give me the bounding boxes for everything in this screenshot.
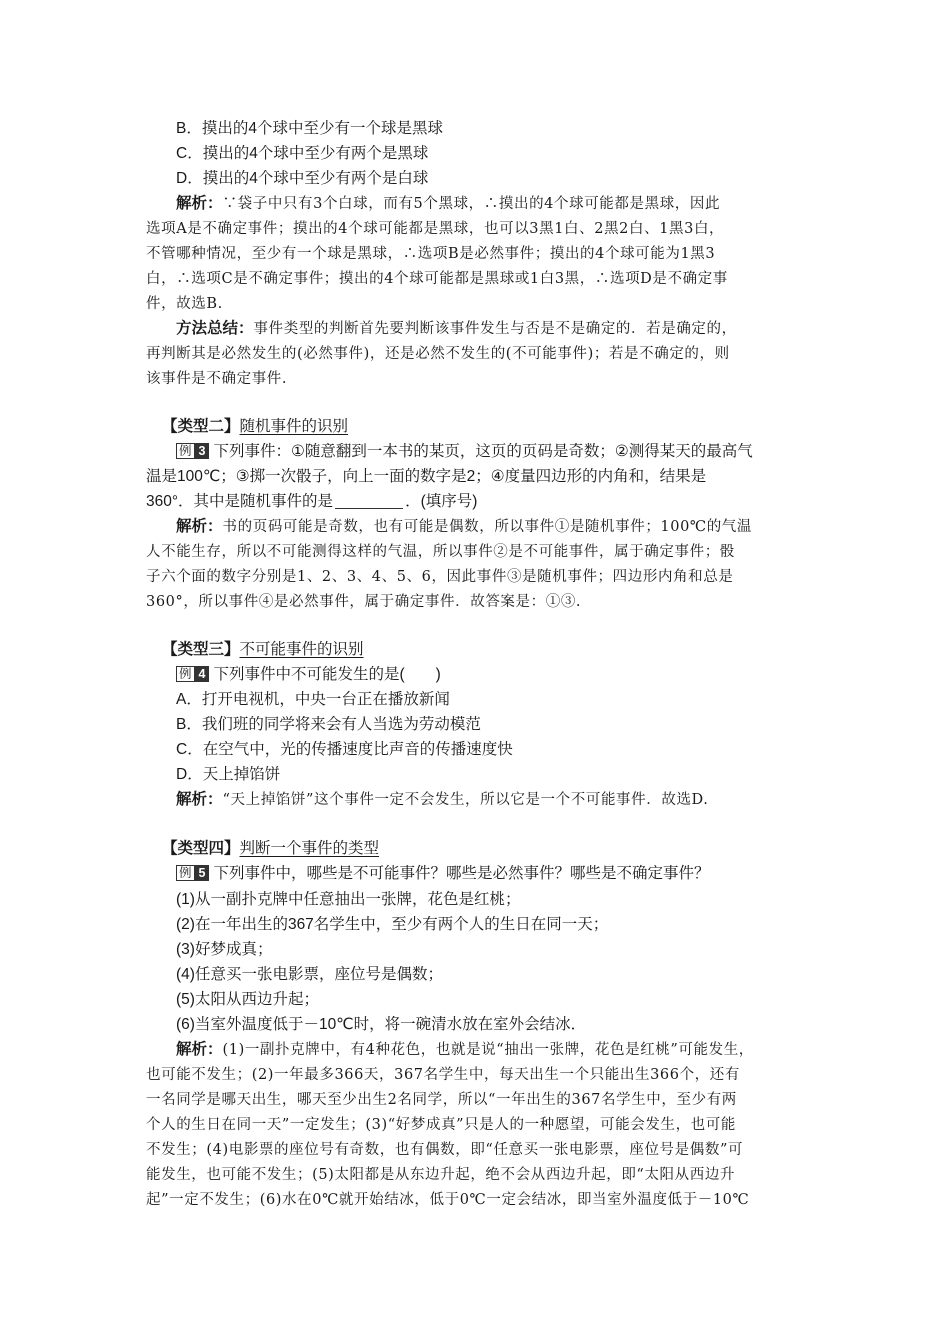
analysis-label: 解析：: [176, 1041, 223, 1058]
q2-analysis-line: 选项A是不确定事件；摸出的4个球可能都是黑球，也可以3黑1白、2黑2白、1黑3白，: [146, 221, 725, 237]
section-title: 不可能事件的识别: [239, 641, 364, 658]
option-b: B．摸出的4个球中至少有一个球是黑球: [176, 120, 443, 137]
option-d: D．摸出的4个球中至少有两个是白球: [176, 170, 429, 187]
type4-analysis-line: 起”一定不发生；(6)水在0℃就开始结冰，低于0℃一定会结冰，即当室外温度低于－10℃: [146, 1192, 750, 1208]
example-4-line: 例 4 下列事件中不可能发生的是( ): [176, 663, 441, 687]
example-3-line: 例 3 下列事件：①随意翻到一本书的某页，这页的页码是奇数；②测得某天的最高气: [176, 440, 753, 464]
section-heading-type2: 【类型二】随机事件的识别: [162, 418, 349, 435]
q2-analysis-line: 不管哪种情况，至少有一个球是黑球，∴选项B是必然事件；摸出的4个球可能为1黑3: [146, 246, 716, 262]
type4-analysis-line: 不发生；(4)电影票的座位号有奇数，也有偶数，即“任意买一张电影票，座位号是偶数”可: [146, 1142, 744, 1158]
type4-analysis-line: 解析：(1)一副扑克牌中，有4种花色，也就是说“抽出一张牌，花色是红桃”可能发生，: [176, 1041, 754, 1058]
option-b: B．我们班的同学将来会有人当选为劳动模范: [176, 716, 481, 733]
section-title: 判断一个事件的类型: [239, 840, 380, 857]
type4-analysis-line: 也可能不发生；(2)一年最多366天，367名学生中，每天出生一个只能出生366个，还有: [146, 1067, 740, 1083]
option-a: A．打开电视机，中央一台正在播放新闻: [176, 691, 450, 708]
list-item: (3)好梦成真；: [176, 941, 273, 958]
type4-analysis-line: 一名同学是哪天出生，哪天至少出生2名同学，所以“一年出生的367名学生中，至少有两: [146, 1092, 737, 1108]
analysis-label: 解析：: [176, 518, 223, 535]
example-badge: 例 5: [176, 865, 209, 881]
type3-analysis-line: 解析：“天上掉馅饼”这个事件一定不会发生，所以它是一个不可能事件．故选D.: [176, 791, 709, 808]
type2-analysis-line: 人不能生存，所以不可能测得这样的气温，所以事件②是不可能事件，属于确定事件；骰: [146, 544, 735, 560]
method-summary-line: 该事件是不确定事件.: [146, 371, 288, 387]
section-title: 随机事件的识别: [239, 418, 349, 435]
analysis-label: 解析：: [176, 791, 223, 808]
analysis-label: 解析：: [176, 195, 223, 212]
method-summary-label: 方法总结：: [176, 320, 254, 337]
list-item: (2)在一年出生的367名学生中，至少有两个人的生日在同一天；: [176, 916, 609, 933]
type2-analysis-line: 解析：书的页码可能是奇数，也有可能是偶数，所以事件①是随机事件；100℃的气温: [176, 518, 753, 535]
answer-blank: [335, 492, 403, 509]
example-badge: 例 3: [176, 443, 209, 459]
example-badge: 例 4: [176, 666, 209, 682]
type2-analysis-line: 360°，所以事件④是必然事件，属于确定事件．故答案是：①③.: [146, 594, 582, 610]
option-c: C．在空气中，光的传播速度比声音的传播速度快: [176, 741, 513, 758]
list-item: (1)从一副扑克牌中任意抽出一张牌，花色是红桃；: [176, 891, 521, 908]
example-5-line: 例 5 下列事件中，哪些是不可能事件？哪些是必然事件？哪些是不确定事件？: [176, 862, 709, 886]
example-3-line: 360°．其中是随机事件的是 ．(填序号): [146, 493, 478, 510]
method-summary-line: 再判断其是必然发生的(必然事件)，还是必然不发生的(不可能事件)；若是不确定的，则: [146, 346, 730, 362]
method-summary-line: 方法总结：事件类型的判断首先要判断该事件发生与否是不是确定的．若是确定的，: [176, 320, 737, 337]
option-c: C．摸出的4个球中至少有两个是黑球: [176, 145, 429, 162]
option-d: D．天上掉馅饼: [176, 766, 281, 783]
q2-analysis-line: 解析：∵袋子中只有3个白球，而有5个黑球，∴摸出的4个球可能都是黑球，因此: [176, 195, 721, 212]
q2-analysis-line: 白，∴选项C是不确定事件；摸出的4个球可能都是黑球或1白3黑，∴选项D是不确定事: [146, 271, 728, 287]
section-heading-type3: 【类型三】不可能事件的识别: [162, 641, 364, 658]
example-3-line: 温是100℃；③掷一次骰子，向上一面的数字是2；④度量四边形的内角和，结果是: [146, 468, 707, 485]
type2-analysis-line: 子六个面的数字分别是1、2、3、4、5、6，因此事件③是随机事件；四边形内角和总是: [146, 569, 734, 585]
list-item: (6)当室外温度低于－10℃时，将一碗清水放在室外会结冰．: [176, 1016, 587, 1033]
section-heading-type4: 【类型四】判断一个事件的类型: [162, 840, 380, 857]
type4-analysis-line: 个人的生日在同一天”一定发生；(3)“好梦成真”只是人的一种愿望，可能会发生，也可能: [146, 1117, 736, 1133]
type4-analysis-line: 能发生，也可能不发生；(5)太阳都是从东边升起，绝不会从西边升起，即“太阳从西边升: [146, 1167, 736, 1183]
q2-analysis-line: 件，故选B.: [146, 296, 223, 312]
list-item: (4)任意买一张电影票，座位号是偶数；: [176, 966, 443, 983]
list-item: (5)太阳从西边升起；: [176, 991, 319, 1008]
